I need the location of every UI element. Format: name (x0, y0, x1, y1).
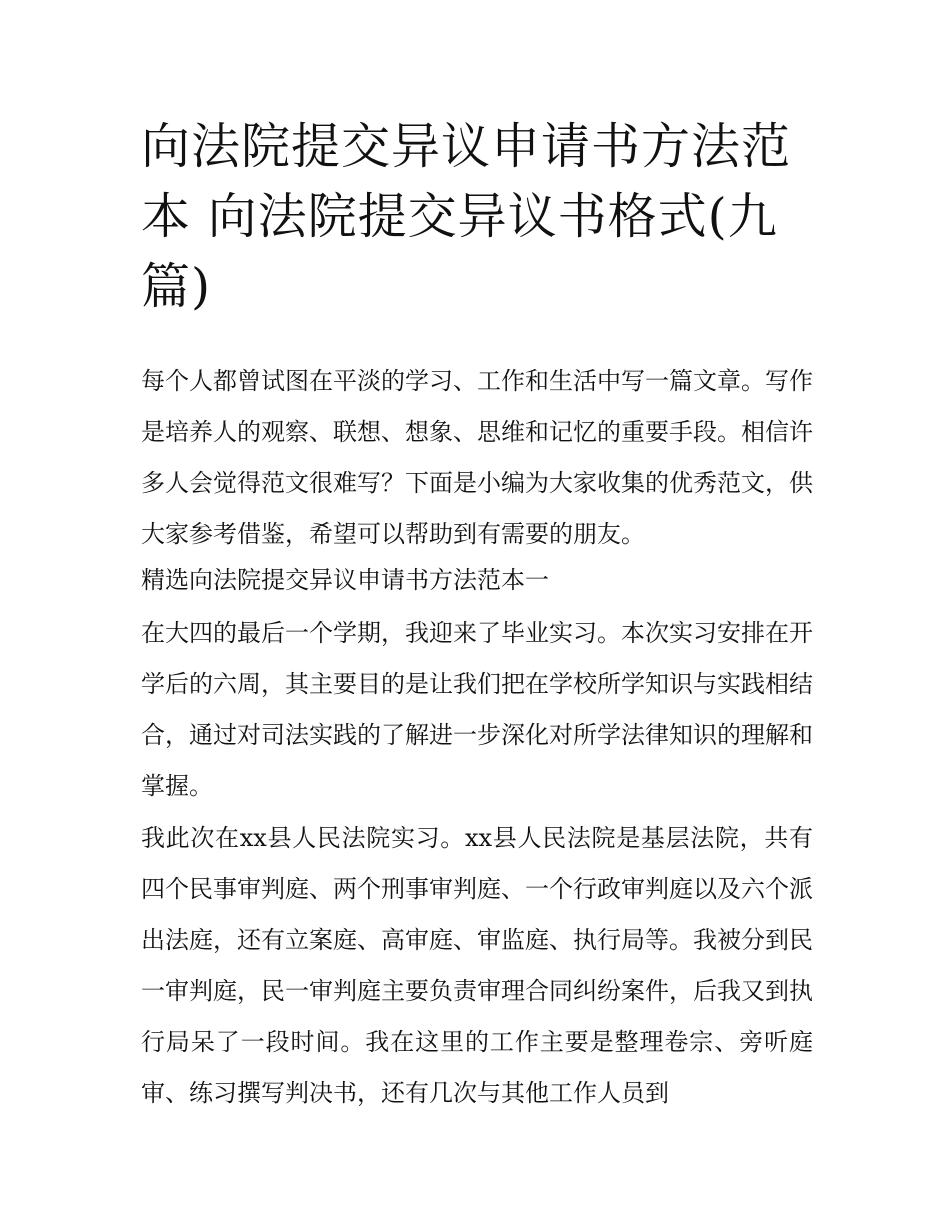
document-title: 向法院提交异议申请书方法范本 向法院提交异议书格式(九篇) (141, 118, 792, 315)
body-paragraph-1: 在大四的最后一个学期，我迎来了毕业实习。本次实习安排在开学后的六周，其主要目的是让我们把在学校所学知识与实践相结合，通过对司法实践的了解进一步深化对所学法律知识的理解和掌握。 (141, 619, 813, 800)
section-subheading: 精选向法院提交异议申请书方法范本一 (141, 566, 549, 594)
body-paragraph-2: 我此次在xx县人民法院实习。xx县人民法院是基层法院，共有四个民事审判庭、两个刑事审判庭、一个行政审判庭以及六个派出法庭，还有立案庭、高审庭、审监庭、执行局等。我被分到民一审判庭，民一审判庭主要负责审理合同纠纷案件，后我又到执行局呆了一段时间。我在这里的工作主要是整理卷宗、旁听庭审、练习撰写判决书，还有几次与其他工作人员到 (141, 824, 813, 1107)
intro-paragraph: 每个人都曾试图在平淡的学习、工作和生活中写一篇文章。写作是培养人的观察、联想、想象、思维和记忆的重要手段。相信许多人会觉得范文很难写？下面是小编为大家收集的优秀范文，供大家参考借鉴，希望可以帮助到有需要的朋友。 (141, 367, 813, 548)
